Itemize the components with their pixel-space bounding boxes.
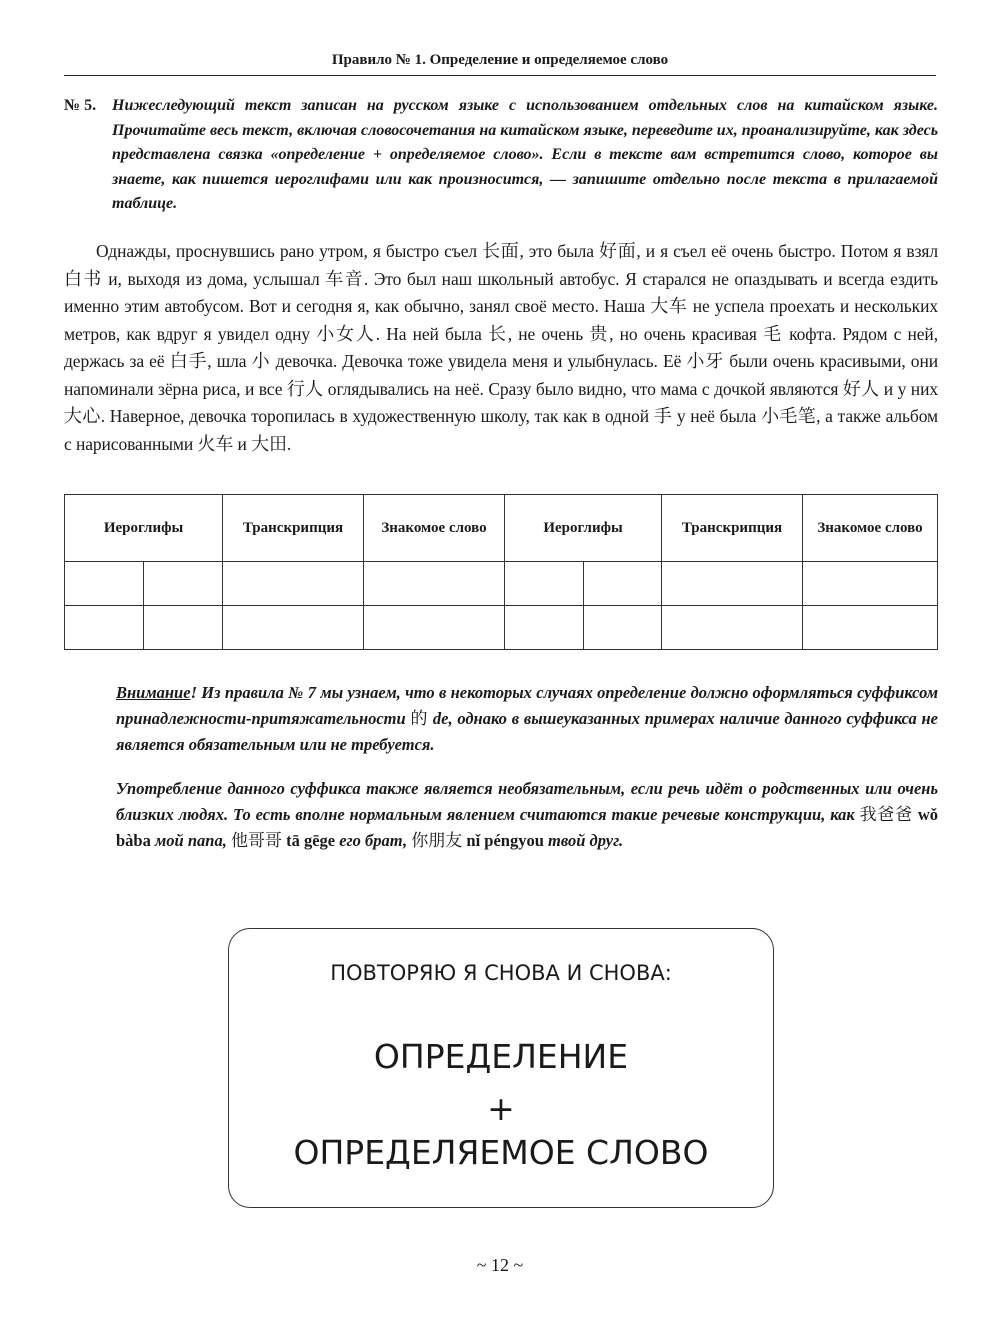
table-cell[interactable] (584, 606, 662, 650)
exercise-instruction (64, 94, 938, 217)
story-text: , и я съел её очень быстро. Потом я взял (636, 241, 938, 261)
story-text: . Наверное, девочка торопилась в художественную школу, так как в одной (100, 406, 654, 426)
table-cell[interactable] (505, 606, 584, 650)
col-header-familiar-word-2: Знакомое слово (803, 495, 938, 562)
table-cell[interactable] (584, 562, 662, 606)
chinese-word: 白书 (64, 268, 103, 290)
table-cell[interactable] (505, 562, 584, 606)
answer-table (64, 494, 938, 650)
callout-line-definition: ОПРЕДЕЛЕНИЕ (373, 1037, 629, 1076)
page-number: ~ 12 ~ (476, 1255, 524, 1275)
col-header-transcription: Транскрипция (223, 495, 364, 562)
example-2-pinyin: tā gēge (281, 831, 336, 850)
chinese-word: 小牙 (686, 351, 725, 372)
callout-line-defined-word: ОПРЕДЕЛЯЕМОЕ СЛОВО (293, 1133, 709, 1172)
rule-callout-box (228, 928, 774, 1208)
example-3-translation: твой друг. (543, 831, 624, 850)
story-text: , но очень красивая (609, 323, 764, 344)
story-text: Однажды, проснувшись рано утром, я быстро съел (96, 241, 483, 261)
chinese-word: 小 (251, 351, 271, 372)
table-header-row (65, 495, 938, 562)
col-header-hieroglyphs-2: Иероглифы (505, 495, 662, 562)
chinese-word: 长 (487, 323, 508, 345)
col-header-familiar-word: Знакомое слово (364, 495, 505, 562)
running-header: Правило № 1. Определение и определяемое слово (64, 52, 936, 76)
example-3-pinyin: nǐ péngyou (462, 831, 544, 850)
story-text: не успела проехать и нескольких метров, как вдруг я увидел одну (64, 296, 938, 344)
exercise-text: Нижеследующий текст записан на русском языке с использованием отдельных слов на китайском языке. Прочитайте весь текст, включая словосочетания на китайском языке, переведите их, проанализируйте, как здесь представлена связка «определение + определяемое слово». Если в тексте вам встретится слово, которое вы знаете, как пишется иероглифами или как произносится, — запишите отдельно после текста в прилагаемой таблице. (112, 97, 938, 212)
story-text: , это была (519, 241, 600, 261)
chinese-word: 小女人 (316, 323, 376, 345)
table-cell[interactable] (65, 562, 144, 606)
story-text: . (286, 433, 292, 454)
chinese-word: 火车 (197, 433, 234, 455)
story-text: оглядывались на неё. Сразу было видно, что мама с дочкой являются (323, 378, 843, 399)
table-cell[interactable] (144, 562, 223, 606)
exercise-number: № 5. (64, 97, 97, 114)
chinese-word: 大田 (251, 433, 287, 455)
example-1-hanzi: 我爸爸 (859, 805, 913, 825)
story-text: и, выходя из дома, услышал (102, 268, 326, 289)
example-1-translation: мой папа, (150, 831, 231, 850)
chinese-word: 白手 (169, 351, 208, 372)
chinese-word: 好人 (842, 378, 880, 400)
story-text: , шла (207, 351, 252, 371)
chinese-word: 车音 (325, 268, 364, 290)
story-text: и (233, 433, 252, 454)
story-text: . На ней была (375, 323, 488, 344)
attention-suffix-pinyin: de (428, 709, 449, 728)
col-header-hieroglyphs: Иероглифы (65, 495, 223, 562)
col-header-transcription-2: Транскрипция (662, 495, 803, 562)
chinese-word: 行人 (286, 378, 324, 400)
story-text: были очень красивыми, они напоминали зёрна риса, и все (64, 351, 938, 399)
callout-caption: ПОВТОРЯЮ Я СНОВА И СНОВА: (330, 961, 672, 985)
table-cell[interactable] (803, 606, 938, 650)
usage-text: Употребление данного суффикса также является необязательным, если речь идёт о родственных или очень близких людях. То есть вполне нормальным явлением считаются такие речевые конструкции, как (116, 779, 938, 824)
story-text: и у них (879, 378, 938, 399)
chinese-word: 好面 (599, 241, 637, 262)
table-row (65, 606, 938, 650)
callout-plus: + (487, 1089, 515, 1128)
table-cell[interactable] (364, 606, 505, 650)
chinese-word: 手 (653, 406, 673, 427)
chinese-word: 长面 (482, 241, 520, 262)
example-2-translation: его брат, (335, 831, 412, 850)
chinese-word: 大心 (64, 406, 101, 427)
chinese-word: 小毛笔 (761, 406, 817, 427)
chinese-word: 贵 (589, 323, 610, 345)
story-text: , не очень (507, 323, 590, 344)
chinese-word: 大车 (650, 296, 688, 317)
story-paragraph (64, 238, 938, 458)
attention-text: ! Из правила № 7 мы узнаем, что в некоторых случаях определение должно оформляться суффиксом принадлежности-притяжательности (116, 683, 938, 728)
table-row (65, 562, 938, 606)
table-cell[interactable] (65, 606, 144, 650)
table-cell[interactable] (662, 562, 803, 606)
table-cell[interactable] (662, 606, 803, 650)
attention-label: Внимание (116, 683, 191, 702)
example-3-hanzi: 你朋友 (411, 831, 463, 851)
story-text: . Это был наш школьный автобус. Я старался не опаздывать и всегда ездить именно этим автобусом. Вот и сегодня я, как обычно, занял своё место. Наша (64, 268, 938, 316)
example-2-hanzi: 他哥哥 (230, 831, 282, 851)
table-cell[interactable] (223, 562, 364, 606)
table-cell[interactable] (223, 606, 364, 650)
table-cell[interactable] (364, 562, 505, 606)
story-text: кофта. Рядом с ней, держась за её (64, 323, 938, 371)
table-cell[interactable] (803, 562, 938, 606)
story-text: , а также альбом с нарисованными (64, 406, 938, 454)
attention-note (116, 680, 938, 758)
story-text: у неё была (672, 406, 762, 426)
story-text: девочка. Девочка тоже увидела меня и улыбнулась. Её (270, 351, 687, 371)
chinese-word: 毛 (763, 323, 783, 345)
attention-tail: , однако в вышеуказанных примерах наличие данного суффикса не является обязательным или не требуется. (116, 709, 938, 754)
table-cell[interactable] (144, 606, 223, 650)
attention-suffix-hanzi: 的 (410, 709, 429, 729)
usage-note (116, 776, 938, 854)
example-1-pinyin: wǒ bàba (116, 805, 939, 850)
